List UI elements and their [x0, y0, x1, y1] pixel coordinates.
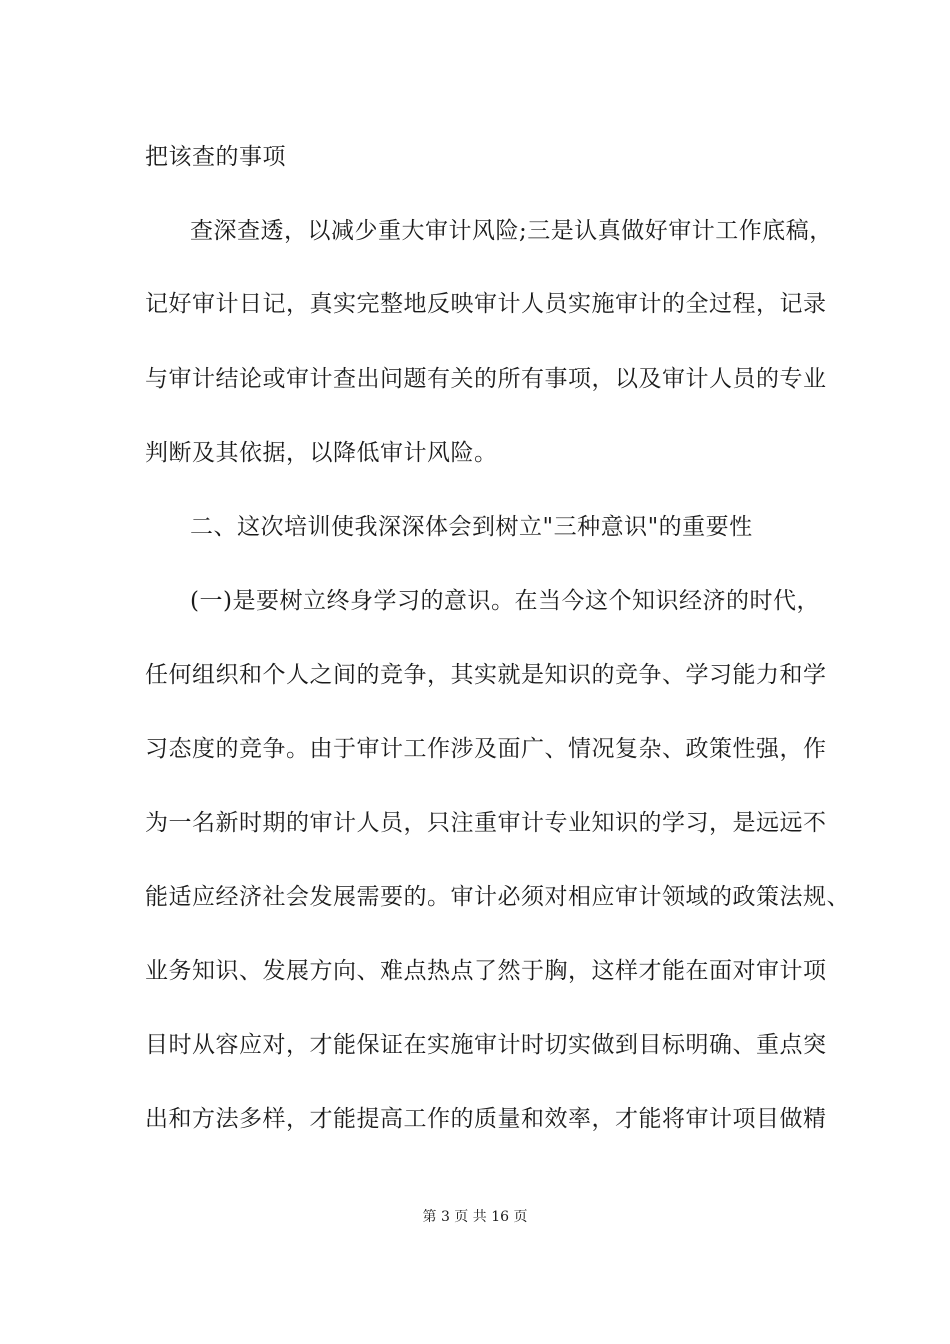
text-line: 能适应经济社会发展需要的。审计必须对相应审计领域的政策法规、: [145, 884, 850, 910]
text-line: 目时从容应对，才能保证在实施审计时切实做到目标明确、重点突: [145, 1032, 827, 1058]
text-line: 业务知识、发展方向、难点热点了然于胸，这样才能在面对审计项: [145, 958, 827, 984]
text-line: 出和方法多样，才能提高工作的质量和效率，才能将审计项目做精: [145, 1106, 827, 1132]
text-line: 习态度的竞争。由于审计工作涉及面广、情况复杂、政策性强，作: [145, 736, 827, 762]
text-line: 把该查的事项: [145, 144, 286, 170]
text-line: 任何组织和个人之间的竞争，其实就是知识的竞争、学习能力和学: [145, 662, 827, 688]
text-line: 为一名新时期的审计人员，只注重审计专业知识的学习，是远远不: [145, 810, 827, 836]
text-line: 与审计结论或审计查出问题有关的所有事项，以及审计人员的专业: [145, 366, 827, 392]
section-heading: 二、这次培训使我深深体会到树立"三种意识"的重要性: [190, 514, 753, 540]
text-line: 记好审计日记，真实完整地反映审计人员实施审计的全过程，记录: [145, 291, 827, 317]
page-number-footer: 第 3 页 共 16 页: [422, 1209, 528, 1225]
paragraph-start-line: 查深查透，以减少重大审计风险;三是认真做好审计工作底稿，: [190, 218, 833, 244]
paragraph-start-line: (一)是要树立终身学习的意识。在当今这个知识经济的时代，: [190, 588, 820, 614]
text-line: 判断及其依据，以降低审计风险。: [145, 440, 498, 466]
